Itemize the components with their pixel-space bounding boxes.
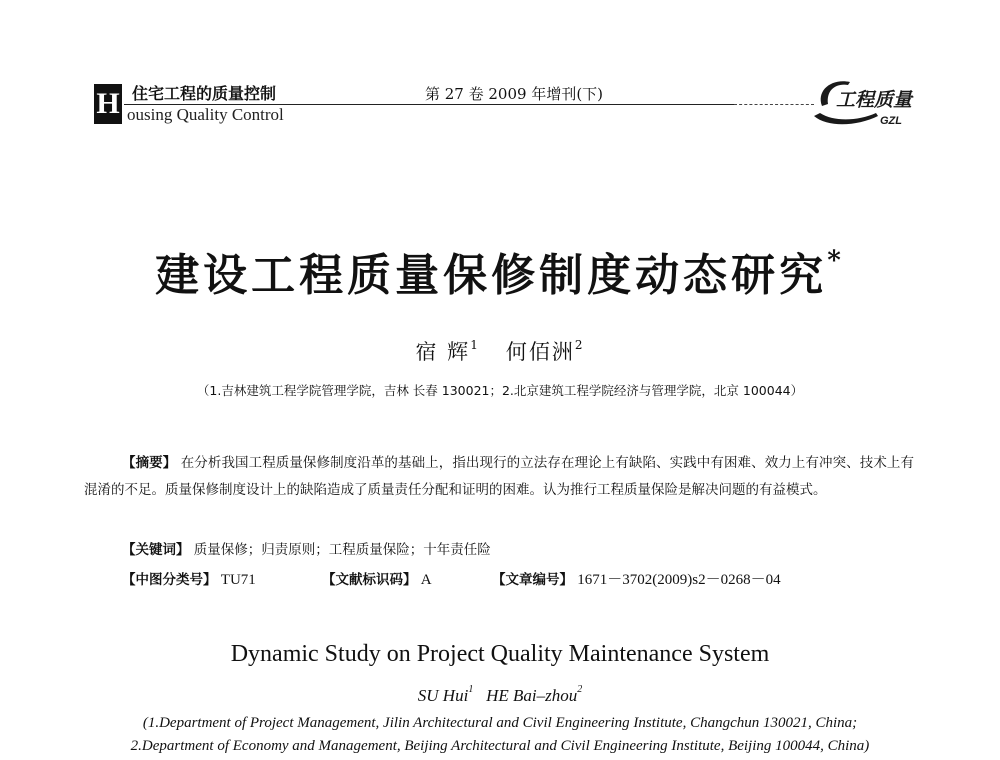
article-number-label: 【文章编号】: [492, 572, 573, 588]
keywords: [122, 539, 491, 561]
article-number: [492, 569, 781, 591]
paper-title: [0, 246, 1000, 306]
english-author-2-name: HE Bai–zhou: [486, 686, 578, 705]
english-affiliation-2: 2.Department of Economy and Management, Beijing Architectural and Civil Engineering Institute, Beijing 100044, China): [130, 738, 870, 754]
english-title: Dynamic Study on Project Quality Maintenance System: [230, 641, 770, 667]
doc-code-value: A: [420, 572, 432, 588]
journal-name-cn: 住宅工程的质量控制: [132, 84, 277, 103]
journal-logo: [806, 76, 916, 128]
author-1-name: 宿 辉: [415, 340, 471, 364]
author-2-mark: 2: [574, 338, 585, 352]
author-list: [0, 338, 1000, 366]
abstract-label: 【摘要】: [122, 455, 177, 471]
clc-number: [122, 569, 256, 591]
english-author-list: [0, 684, 1000, 708]
header-rule-dashed: [734, 104, 814, 105]
abstract-text: 在分析我国工程质量保修制度沿革的基础上，指出现行的立法存在理论上有缺陷、实践中有困难、效力上有冲突、技术上有混淆的不足。质量保修制度设计上的缺陷造成了质量责任分配和证明的困难。认为推行工程质量保险是解决问题的有益模式。: [84, 455, 914, 498]
article-number-value: 1671－3702(2009)s2－0268－04: [577, 572, 781, 588]
journal-name-en: ousing Quality Control: [127, 105, 284, 124]
author-1-mark: 1: [470, 338, 480, 352]
issue-info: 第 27 卷 2009 年增刊(下): [425, 85, 604, 103]
journal-h-mark: H: [94, 84, 122, 124]
doc-code-label: 【文献标识码】: [322, 572, 417, 588]
clc-value: TU71: [220, 572, 256, 588]
keywords-label: 【关键词】: [122, 542, 190, 558]
logo-mark: GZL: [880, 115, 902, 127]
affiliations: （1.吉林建筑工程学院管理学院，吉林 长春 130021；2.北京建筑工程学院经济与管理学院，北京 100044）: [196, 383, 804, 398]
logo-swoosh-icon: [814, 113, 878, 124]
author-2-name: 何佰洲: [505, 340, 575, 364]
english-author-2-mark: 2: [577, 684, 583, 695]
abstract: [84, 450, 914, 504]
title-footnote-mark: *: [827, 246, 845, 276]
english-author-1-name: SU Hui: [417, 686, 469, 705]
clc-label: 【中图分类号】: [122, 572, 217, 588]
paper-title-text: 建设工程质量保修制度动态研究: [155, 250, 828, 301]
english-affiliation-1: (1.Department of Project Management, Jilin Architectural and Civil Engineering Institute, Changchun 130021, China;: [142, 715, 858, 731]
doc-code: [322, 569, 432, 591]
header-rule: [124, 104, 734, 105]
logo-text: 工程质量: [836, 89, 913, 111]
keywords-text: 质量保修；归责原则；工程质量保险；十年责任险: [193, 542, 491, 558]
english-author-1-mark: 1: [468, 684, 474, 695]
